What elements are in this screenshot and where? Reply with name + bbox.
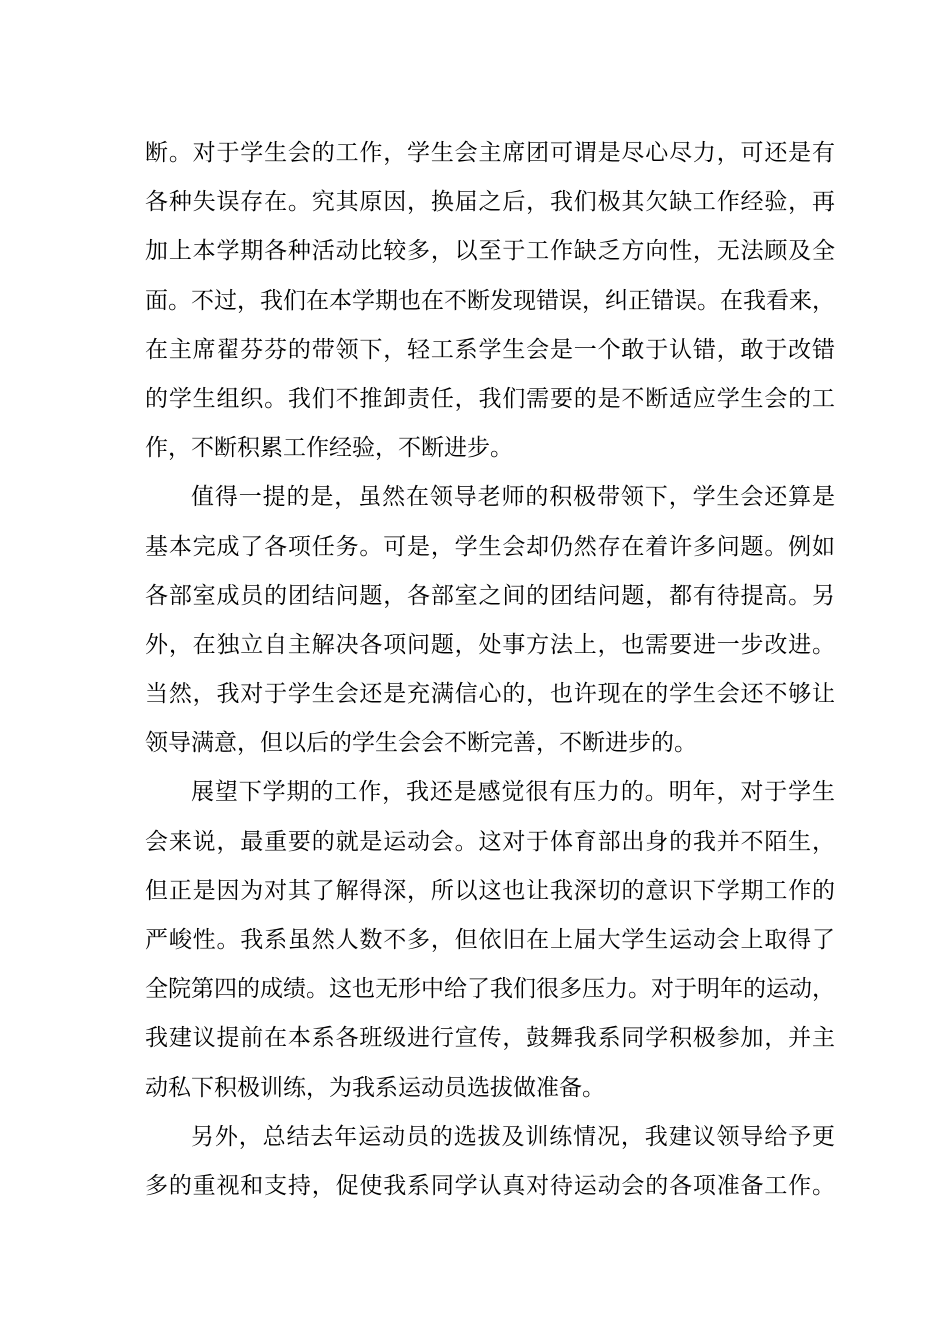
text-line: 面。不过，我们在本学期也在不断发现错误，纠正错误。在我看来， — [145, 287, 835, 314]
text-line: 我建议提前在本系各班级进行宣传，鼓舞我系同学积极参加，并主 — [145, 1025, 835, 1052]
text-line: 全院第四的成绩。这也无形中给了我们很多压力。对于明年的运动， — [145, 976, 835, 1003]
text-line: 领导满意，但以后的学生会会不断完善，不断进步的。 — [145, 730, 697, 757]
paragraph-4 — [145, 1113, 835, 1211]
text-line: 值得一提的是，虽然在领导老师的积极带领下，学生会还算是 — [191, 484, 835, 511]
text-line: 各部室成员的团结问题，各部室之间的团结问题，都有待提高。另 — [145, 582, 835, 609]
text-line: 加上本学期各种活动比较多，以至于工作缺乏方向性，无法顾及全 — [145, 238, 835, 265]
text-line: 严峻性。我系虽然人数不多，但依旧在上届大学生运动会上取得了 — [145, 927, 835, 953]
text-line: 各种失误存在。究其原因，换届之后，我们极其欠缺工作经验，再 — [145, 189, 835, 216]
text-line: 基本完成了各项任务。可是，学生会却仍然存在着许多问题。例如 — [145, 533, 835, 560]
text-line: 作，不断积累工作经验，不断进步。 — [145, 435, 513, 462]
paragraph-2 — [145, 473, 835, 768]
paragraph-3 — [145, 768, 835, 1112]
text-line: 的学生组织。我们不推卸责任，我们需要的是不断适应学生会的工 — [145, 385, 835, 412]
text-line: 动私下积极训练，为我系运动员选拔做准备。 — [145, 1074, 605, 1101]
text-line: 当然，我对于学生会还是充满信心的，也许现在的学生会还不够让 — [145, 681, 835, 708]
text-line: 另外，总结去年运动员的选拔及训练情况，我建议领导给予更 — [191, 1123, 835, 1150]
document-body — [145, 129, 835, 1211]
text-line: 展望下学期的工作，我还是感觉很有压力的。明年，对于学生 — [191, 779, 835, 806]
text-line: 会来说，最重要的就是运动会。这对于体育部出身的我并不陌生， — [145, 828, 835, 855]
text-line: 外，在独立自主解决各项问题，处事方法上，也需要进一步改进。 — [145, 631, 835, 658]
text-line: 断。对于学生会的工作，学生会主席团可谓是尽心尽力，可还是有 — [145, 140, 835, 166]
text-line: 多的重视和支持，促使我系同学认真对待运动会的各项准备工作。 — [145, 1172, 835, 1199]
text-line: 在主席翟芬芬的带领下，轻工系学生会是一个敢于认错，敢于改错 — [145, 336, 835, 363]
paragraph-1 — [145, 129, 835, 473]
text-line: 但正是因为对其了解得深，所以这也让我深切的意识下学期工作的 — [145, 877, 835, 904]
